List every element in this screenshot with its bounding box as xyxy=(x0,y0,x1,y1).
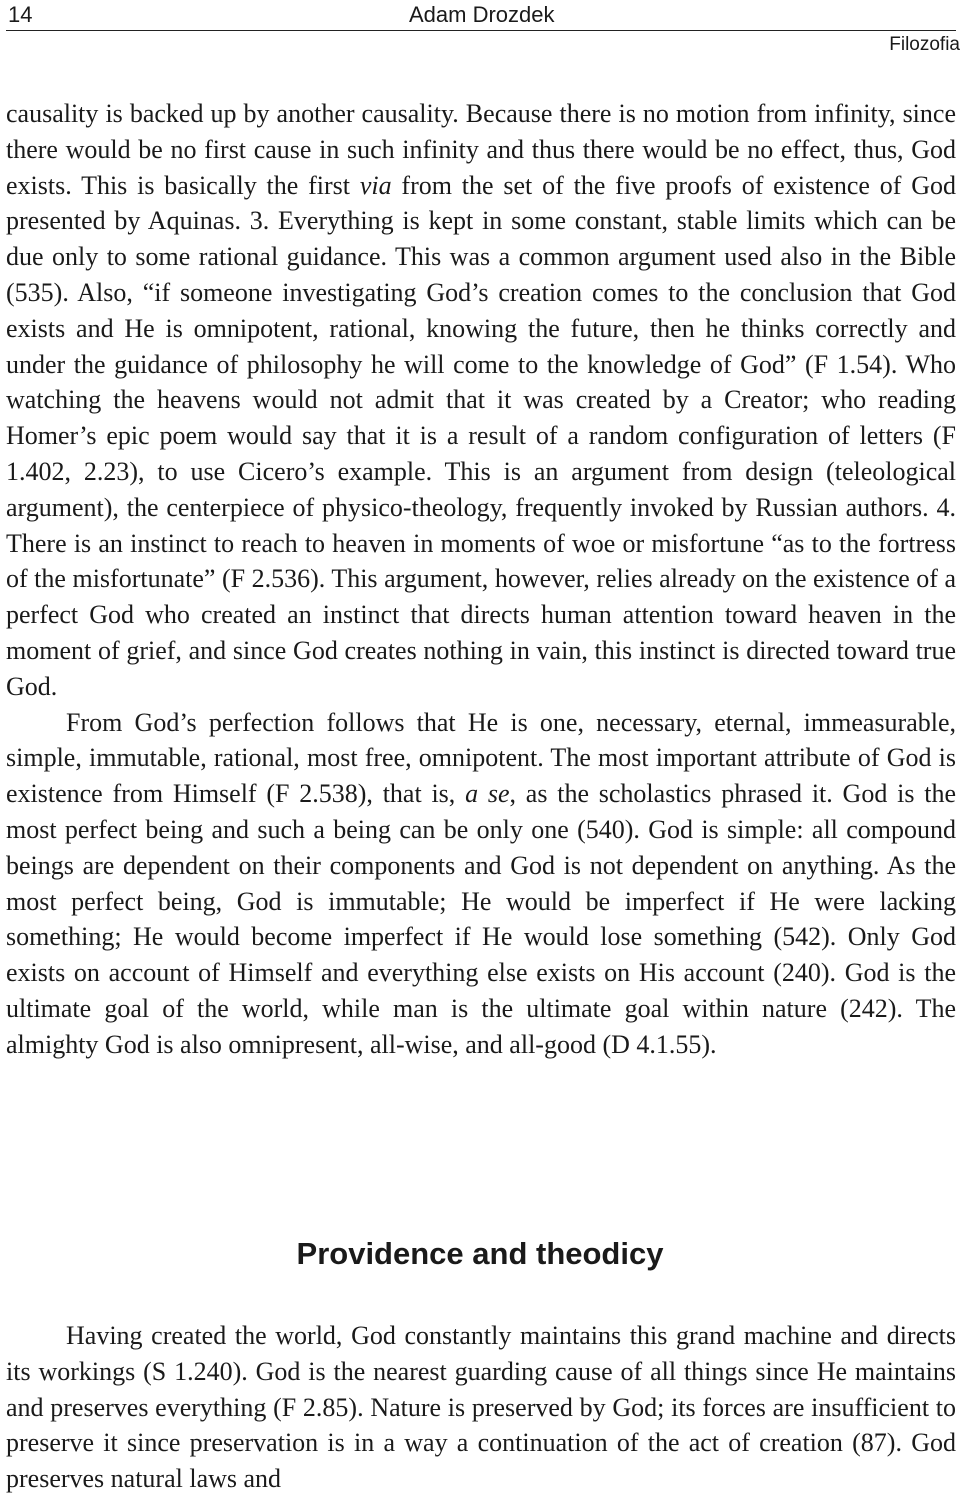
section-text xyxy=(6,1318,956,1497)
journal-name: Filozofia xyxy=(889,34,960,55)
page-number: 14 xyxy=(8,2,33,27)
paragraph: Having created the world, God constantly maintains this grand machine and directs its workings (S 1.240). God is the nearest guarding cause of all things since He maintains and preserves everything (F 2.85). Nature is preserved by God; its forces are insufficient to preserve it since preservation is in a way a continuation of the act of creation (87). God preserves natural laws and xyxy=(6,1321,956,1494)
running-author: Adam Drozdek xyxy=(409,2,555,27)
paragraph: From God’s perfection follows that He is one, necessary, eternal, immeasurable, simple, immutable, rational, most free, omnipotent. The most important attribute of God is existence from Himself (F 2.538), that is, a se, as the scholastics phrased it. God is the most perfect being and such a being can be only one (540). God is simple: all compound beings are dependent on their components and God is not dependent on anything. As the most perfect being, God is immutable; He would be imperfect if He were lacking something; He would become imperfect if He would lose something (542). Only God exists on account of Himself and everything else exists on His account (240). God is the ultimate goal of the world, while man is the ultimate goal within nature (242). The almighty God is also omnipresent, all-wise, and all-good (D 4.1.55). xyxy=(6,707,956,1059)
paragraph: causality is backed up by another causality. Because there is no motion from infinity, since there would be no first cause in such infinity and thus there would be no effect, thus, God exists. This is basically the first via from the set of the five proofs of existence of God presented by Aquinas. 3. Everything is kept in some constant, stable limits which can be due only to some rational guidance. This was a common argument used also in the Bible (535). Also, “if someone investigating God’s creation comes to the conclusion that God exists and He is omnipotent, rational, knowing the future, then he thinks correctly and under the guidance of philosophy he will come to the knowledge of God” (F 1.54). Who watching the heavens would not admit that it was created by a Creator; who reading Homer’s epic poem would say that it is a result of a random configuration of letters (F 1.402, 2.23), to use Cicero’s example. This is an argument from design (teleological argument), the centerpiece of physico-theology, frequently invoked by Russian authors. 4. There is an instinct to reach to heaven in moments of woe or misfortune “as to the fortress of the misfortunate” (F 2.536). This argument, however, relies already on the existence of a perfect God who created an instinct that directs human attention toward heaven in the moment of grief, and since God creates nothing in vain, this instinct is directed toward true God. xyxy=(6,99,956,701)
running-header xyxy=(6,0,956,31)
section-heading: Providence and theodicy xyxy=(296,1236,664,1271)
main-text xyxy=(6,96,956,1063)
